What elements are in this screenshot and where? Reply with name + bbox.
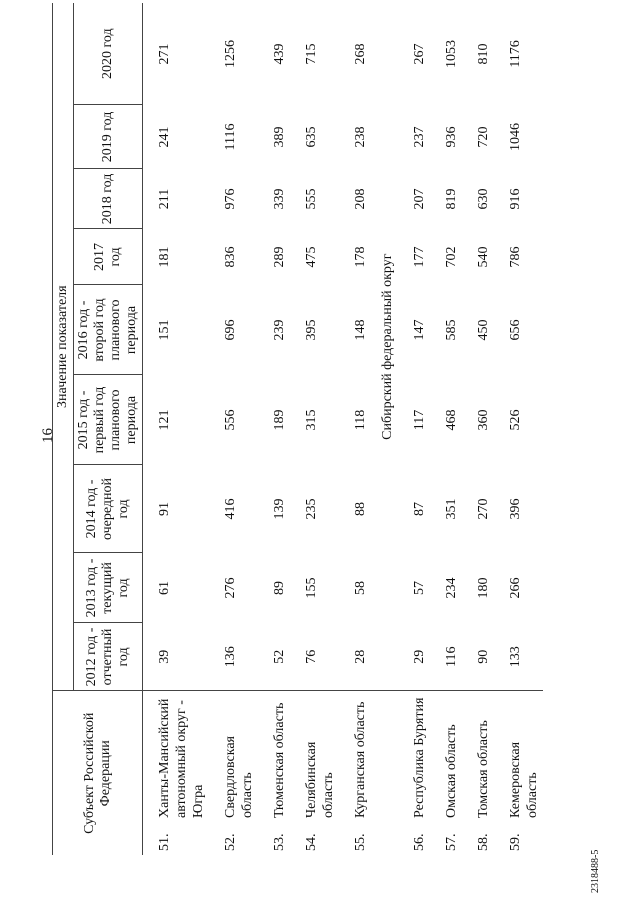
value-cell: 139: [272, 498, 287, 520]
year-header: 2015 год - первый год планового периода: [74, 375, 143, 465]
value-cell: 270: [476, 498, 491, 520]
year-header: 2017 год: [74, 229, 143, 285]
row-number: 57.: [444, 833, 459, 851]
value-cell: 181: [157, 246, 172, 268]
value-cell: 395: [304, 319, 319, 341]
table-row: [462, 3, 494, 855]
year-header: 2012 год - отчетный год: [74, 623, 143, 691]
region-name: Кемеровская область: [508, 741, 540, 818]
value-cell: 475: [304, 246, 319, 268]
table-row: [430, 3, 462, 855]
value-cell: 58: [353, 580, 368, 595]
year-header: 2019 год: [74, 105, 143, 169]
value-cell: 656: [508, 319, 523, 341]
value-cell: 57: [412, 580, 427, 595]
table-row: [258, 3, 290, 855]
value-cell: 635: [304, 126, 319, 148]
value-cell: 147: [412, 319, 427, 341]
region-name: Ханты-Мансийский автономный округ - Югра: [157, 698, 206, 818]
row-number: 58.: [476, 833, 491, 851]
value-cell: 439: [272, 43, 287, 65]
value-cell: 29: [398, 623, 430, 691]
row-number: 53.: [272, 833, 287, 851]
value-cell: 117: [412, 409, 427, 431]
value-cell: 155: [304, 577, 319, 599]
indicator-group-header: Значение показателя: [53, 3, 74, 691]
row-number: 54.: [304, 833, 319, 851]
value-cell: 136: [209, 623, 258, 691]
value-cell: 556: [223, 409, 238, 431]
district-row: [371, 3, 398, 855]
value-cell: 239: [272, 319, 287, 341]
value-cell: 207: [412, 188, 427, 210]
year-header: 2016 год - второй год планового периода: [74, 285, 143, 375]
value-cell: 1256: [223, 39, 238, 68]
value-cell: 526: [508, 409, 523, 431]
table-row: [494, 3, 543, 855]
value-cell: 91: [157, 501, 172, 516]
table-row: [339, 3, 371, 855]
value-cell: 148: [353, 319, 368, 341]
value-cell: 235: [304, 498, 319, 520]
value-cell: 133: [494, 623, 543, 691]
value-cell: 121: [157, 409, 172, 431]
indicator-table: [52, 3, 543, 855]
value-cell: 61: [157, 580, 172, 595]
value-cell: 836: [223, 246, 238, 268]
value-cell: 90: [462, 623, 494, 691]
federal-district-label: Сибирский федеральный округ: [371, 3, 398, 691]
value-cell: 540: [476, 246, 491, 268]
value-cell: 1046: [508, 122, 523, 151]
value-cell: 238: [353, 126, 368, 148]
table-row: [143, 3, 210, 855]
value-cell: 555: [304, 188, 319, 210]
value-cell: 715: [304, 43, 319, 65]
value-cell: 810: [476, 43, 491, 65]
value-cell: 39: [143, 623, 210, 691]
year-header: 2020 год: [74, 3, 143, 105]
value-cell: 276: [223, 577, 238, 599]
row-number: 56.: [412, 833, 427, 851]
value-cell: 266: [508, 577, 523, 599]
value-cell: 416: [223, 498, 238, 520]
row-number: 55.: [353, 833, 368, 851]
value-cell: 819: [444, 188, 459, 210]
value-cell: 702: [444, 246, 459, 268]
value-cell: 271: [157, 43, 172, 65]
value-cell: 936: [444, 126, 459, 148]
region-name: Томская область: [476, 720, 491, 818]
region-name: Омская область: [444, 724, 459, 818]
value-cell: 180: [476, 577, 491, 599]
value-cell: 720: [476, 126, 491, 148]
value-cell: 89: [272, 580, 287, 595]
value-cell: 237: [412, 126, 427, 148]
value-cell: 786: [508, 246, 523, 268]
value-cell: 339: [272, 188, 287, 210]
value-cell: 630: [476, 188, 491, 210]
value-cell: 241: [157, 126, 172, 148]
value-cell: 916: [508, 188, 523, 210]
value-cell: 52: [258, 623, 290, 691]
page-number: 16: [40, 428, 56, 443]
table-row: [398, 3, 430, 855]
value-cell: 468: [444, 409, 459, 431]
value-cell: 1116: [223, 123, 238, 151]
table-row: [290, 3, 339, 855]
value-cell: 87: [412, 501, 427, 516]
region-name: Свердловская область: [223, 736, 255, 818]
region-name: Челябинская область: [304, 741, 336, 818]
value-cell: 76: [290, 623, 339, 691]
value-cell: 189: [272, 409, 287, 431]
region-name: Тюменская область: [272, 702, 287, 818]
year-header: 2018 год: [74, 169, 143, 229]
value-cell: 976: [223, 188, 238, 210]
row-number: 52.: [223, 833, 238, 851]
row-number: 51.: [157, 833, 172, 851]
region-name: Республика Бурятия: [412, 697, 427, 818]
subject-header: Субъект Российской Федерации: [53, 691, 143, 855]
value-cell: 234: [444, 577, 459, 599]
region-name: Курганская область: [353, 701, 368, 818]
value-cell: 1176: [508, 40, 523, 68]
value-cell: 267: [412, 43, 427, 65]
value-cell: 208: [353, 188, 368, 210]
value-cell: 289: [272, 246, 287, 268]
value-cell: 211: [157, 188, 172, 210]
value-cell: 450: [476, 319, 491, 341]
value-cell: 360: [476, 409, 491, 431]
table-row: [209, 3, 258, 855]
value-cell: 268: [353, 43, 368, 65]
value-cell: 28: [339, 623, 371, 691]
value-cell: 389: [272, 126, 287, 148]
row-number: 59.: [508, 833, 523, 851]
value-cell: 116: [430, 623, 462, 691]
year-header: 2014 год - очередной год: [74, 465, 143, 553]
document-code: 2318488-5: [590, 849, 601, 893]
value-cell: 151: [157, 319, 172, 341]
value-cell: 585: [444, 319, 459, 341]
year-header: 2013 год - текущий год: [74, 553, 143, 623]
value-cell: 1053: [444, 39, 459, 68]
value-cell: 396: [508, 498, 523, 520]
value-cell: 178: [353, 246, 368, 268]
value-cell: 177: [412, 246, 427, 268]
value-cell: 696: [223, 319, 238, 341]
value-cell: 88: [353, 501, 368, 516]
value-cell: 118: [353, 409, 368, 431]
value-cell: 351: [444, 498, 459, 520]
value-cell: 315: [304, 409, 319, 431]
